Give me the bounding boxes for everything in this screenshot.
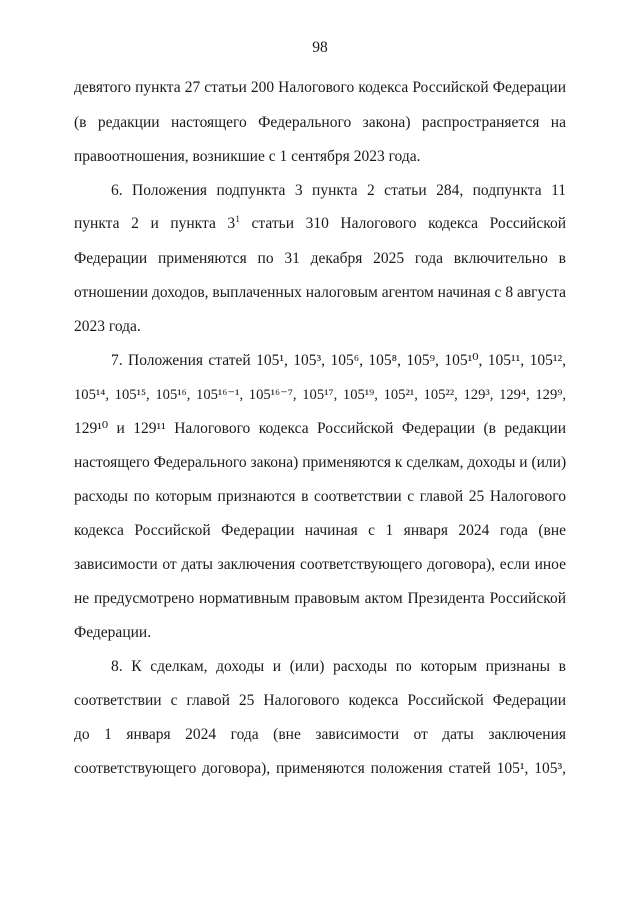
text-line: Федерации. (74, 624, 152, 641)
text-line: 105¹⁴, 105¹⁵, 105¹⁶, 105¹⁶⁻¹, 105¹⁶⁻⁷, 105¹⁷, 105¹⁹, 105²¹, 105²², 129³, 129⁴, 129⁹, (74, 387, 566, 403)
text-line: правоотношения, возникшие с 1 сентября 2023 года. (74, 148, 421, 165)
text-line: Федерации применяются по 31 декабря 2025 года включительно в (74, 250, 566, 267)
text-line: расходы по которым признаются в соответствии с главой 25 Налогового (74, 488, 566, 505)
text-fragment: пункта 2 и пункта 3 (74, 215, 236, 232)
text-line: до 1 января 2024 года (вне зависимости от даты заключения (74, 726, 566, 743)
text-line: соответствующего договора), применяются положения статей 105¹, 105³, (74, 760, 566, 777)
superscript: 1 (235, 215, 240, 225)
text-line: отношении доходов, выплаченных налоговым агентом начиная с 8 августа (74, 284, 566, 301)
text-line: 8. К сделкам, доходы и (или) расходы по которым признаны в (111, 658, 566, 675)
text-line: 6. Положения подпункта 3 пункта 2 статьи 284, подпункта 11 (111, 182, 566, 199)
text-line: 7. Положения статей 105¹, 105³, 105⁶, 105⁸, 105⁹, 105¹⁰, 105¹¹, 105¹², (111, 352, 566, 369)
text-line: соответствии с главой 25 Налогового кодекса Российской Федерации (74, 692, 566, 709)
text-line: настоящего Федерального закона) применяются к сделкам, доходы и (или) (74, 454, 567, 471)
text-line: 129¹⁰ и 129¹¹ Налогового кодекса Российской Федерации (в редакции (74, 420, 566, 437)
text-fragment: статьи 310 Налогового кодекса Российской (239, 215, 566, 232)
text-line: зависимости от даты заключения соответствующего договора), если иное (74, 556, 566, 573)
text-line: 2023 года. (74, 318, 141, 335)
text-line: (в редакции настоящего Федерального закона) распространяется на (74, 114, 566, 131)
text-line: не предусмотрено нормативным правовым актом Президента Российской (74, 590, 566, 607)
text-line-with-superscript (74, 214, 566, 234)
text-line: девятого пункта 27 статьи 200 Налогового кодекса Российской Федерации (74, 79, 566, 96)
text-line: кодекса Российской Федерации начиная с 1 января 2024 года (вне (74, 522, 566, 539)
page-number: 98 (312, 39, 328, 56)
